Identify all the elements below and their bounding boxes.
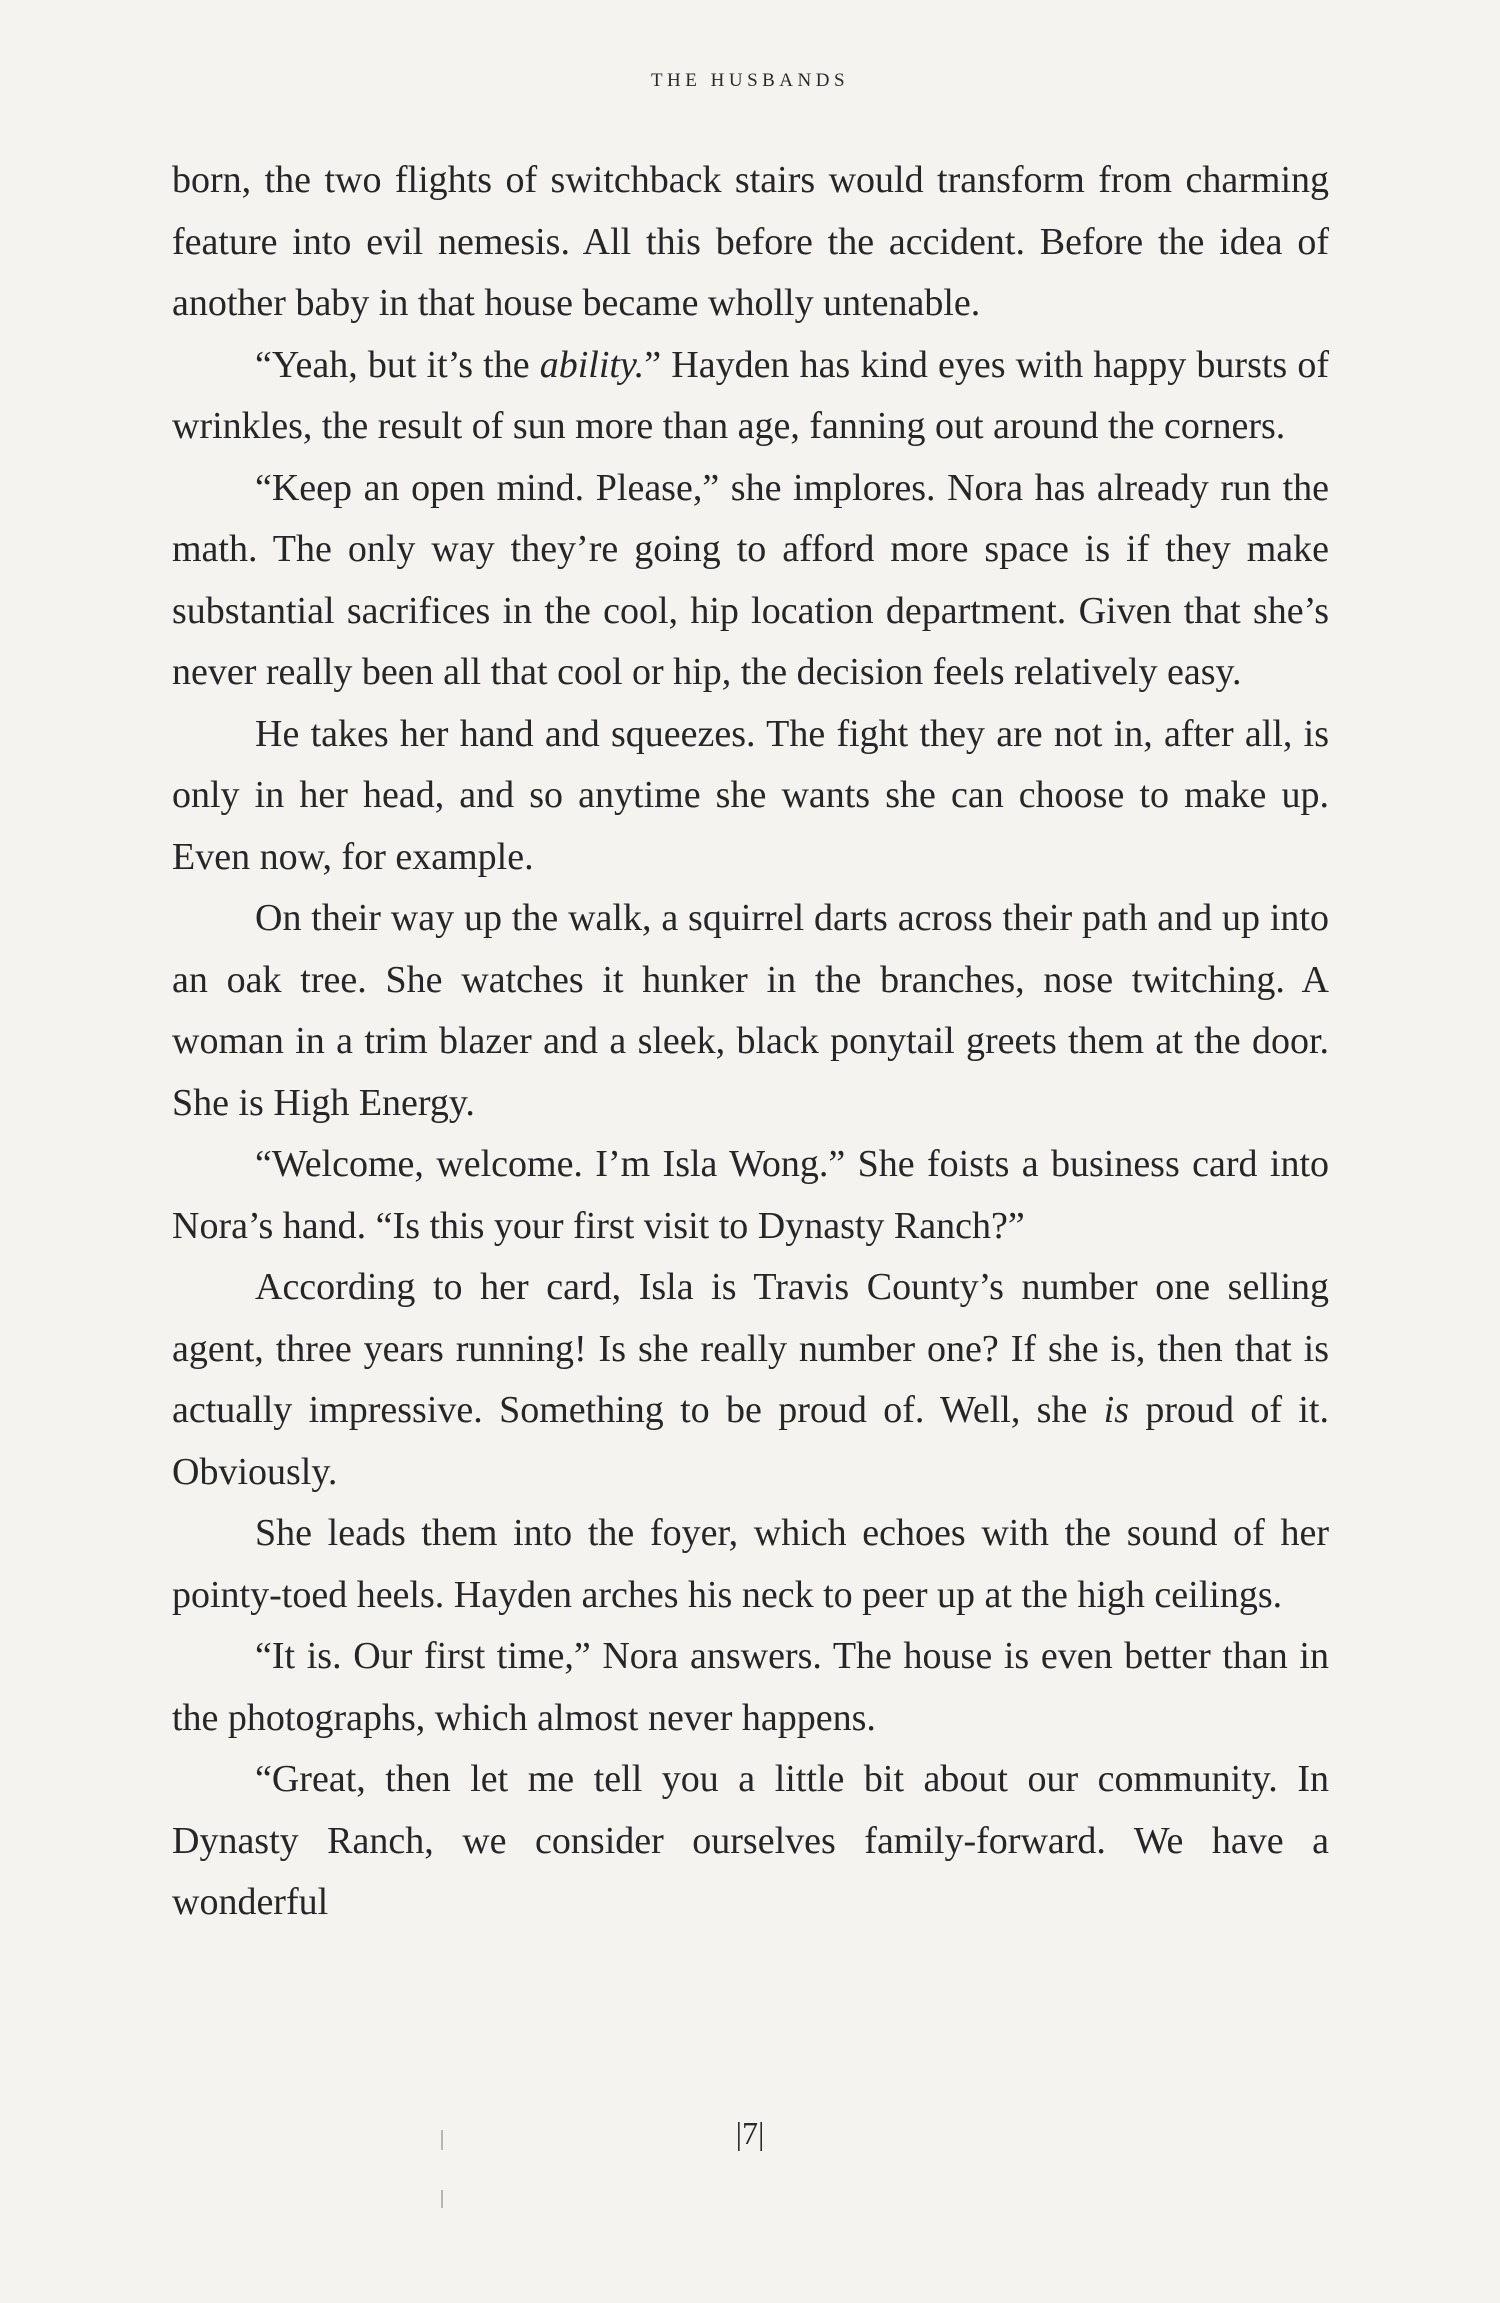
paragraph xyxy=(172,1503,1329,1626)
running-head: THE HUSBANDS xyxy=(650,70,850,91)
italic-text: is xyxy=(1103,1389,1130,1431)
italic-text: ability. xyxy=(539,343,645,386)
body-text xyxy=(172,150,1329,1934)
text-run: “It is. Our first time,” Nora answers. The house is even better than in the photographs, which almost never happens. xyxy=(172,1635,1329,1739)
text-run: “Keep an open mind. Please,” she implores. Nora has already run the math. The only way they’re going to afford more space is if they make substantial sacrifices in the cool, hip location department. Given that she’s never really been all that cool or hip, the decision feels relatively easy. xyxy=(172,466,1329,693)
scan-mark xyxy=(441,2130,443,2150)
text-run: proud of it. Obviously. xyxy=(172,1389,1329,1493)
scan-mark xyxy=(441,2190,443,2208)
text-run: ” Hayden has kind eyes with happy bursts of wrinkles, the result of sun more than age, fanning out around the corners. xyxy=(172,343,1330,447)
text-run: “Welcome, welcome. I’m Isla Wong.” She foists a business card into Nora’s hand. “Is this your first visit to Dynasty Ranch?” xyxy=(172,1143,1329,1247)
text-run: “Yeah, but it’s the xyxy=(255,343,540,386)
paragraph xyxy=(172,150,1329,335)
paragraph xyxy=(172,1749,1329,1934)
paragraph xyxy=(172,704,1329,889)
paragraph xyxy=(172,888,1329,1134)
text-run: On their way up the walk, a squirrel darts across their path and up into an oak tree. She watches it hunker in the branches, nose twitching. A woman in a trim blazer and a sleek, black ponytail greets them at the door. She is High Energy. xyxy=(172,897,1329,1124)
text-run: According to her card, Isla is Travis County’s number one selling agent, three years running! Is she really number one? If she is, then that is actually impressive. Something to be proud of. Well, she xyxy=(172,1266,1329,1431)
text-run: She leads them into the foyer, which echoes with the sound of her pointy-toed heels. Hayden arches his neck to peer up at the high ceilings. xyxy=(172,1512,1329,1616)
text-run: born, the two flights of switchback stairs would transform from charming feature into evil nemesis. All this before the accident. Before the idea of another baby in that house became wholly untenable. xyxy=(172,159,1329,324)
paragraph xyxy=(172,335,1329,458)
paragraph xyxy=(172,1134,1329,1257)
text-run: “Great, then let me tell you a little bit about our community. In Dynasty Ranch, we consider ourselves family-forward. We have a wonderful xyxy=(172,1758,1329,1923)
paragraph xyxy=(172,1626,1329,1749)
text-run: He takes her hand and squeezes. The fight they are not in, after all, is only in her head, and so anytime she wants she can choose to make up. Even now, for example. xyxy=(172,712,1329,878)
paragraph xyxy=(172,458,1329,704)
page-number: |7| xyxy=(735,2115,765,2151)
paragraph xyxy=(172,1257,1329,1503)
